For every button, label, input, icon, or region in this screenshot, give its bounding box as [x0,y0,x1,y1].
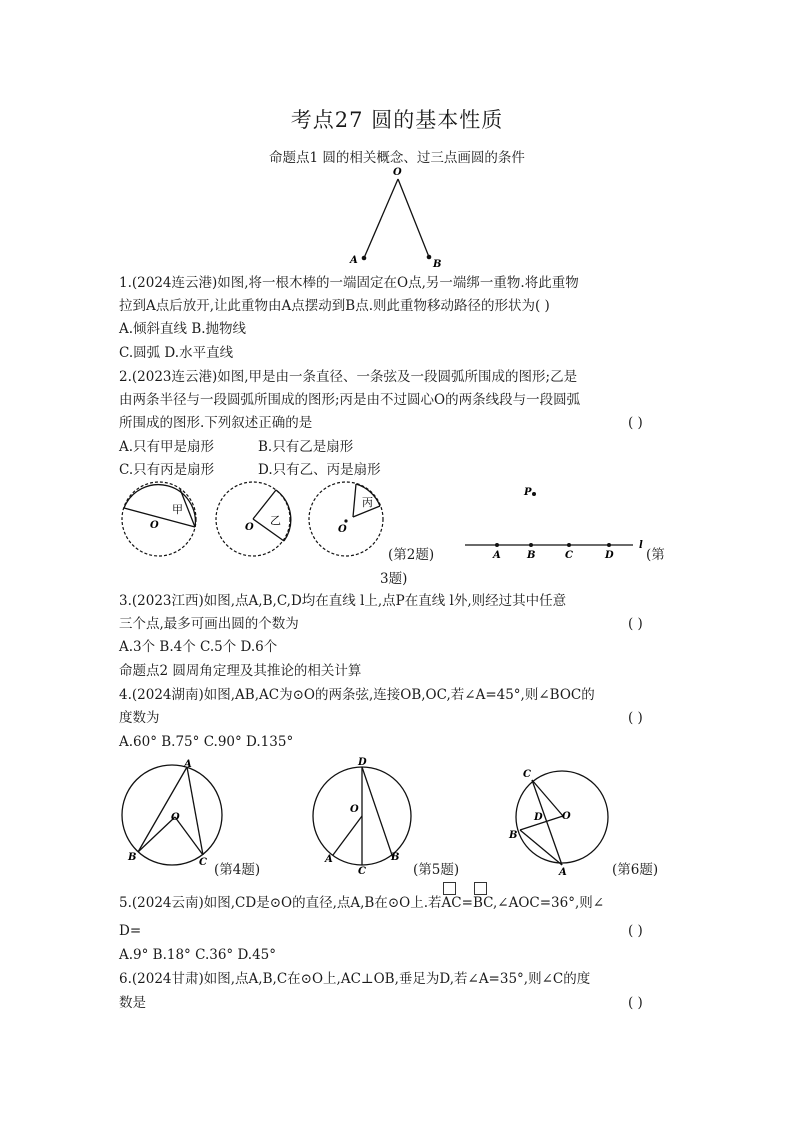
q1-label-o: O [393,167,402,178]
q5-label-b: B [391,852,400,863]
q5-arc-ac-label: AC [441,895,462,911]
q2-option-d: D.只有乙、丙是扇形 [258,462,381,478]
page-title: 考点27 圆的基本性质 [290,108,504,132]
q6-label-o: O [562,811,571,822]
q6-text-line1: 6.(2024甘肃)如图,点A,B,C在⊙O上,AC⊥OB,垂足为D,若∠A=35°,则∠C的度 [119,971,591,987]
q2-label-yi: 乙 [270,514,281,527]
q2-figure-caption: (第2题) [388,547,435,563]
q2-label-jia: 甲 [172,503,183,516]
q3-options: A.3个 B.4个 C.5个 D.6个 [119,639,278,655]
q5-options: A.9° B.18° C.36° D.45° [119,947,277,963]
q6-label-c: C [523,769,531,780]
q5-arc-bc [473,895,493,911]
q1-options-cd: C.圆弧 D.水平直线 [119,345,234,361]
q5-equals: = [461,895,473,911]
q3-text-line2: 三个点,最多可画出圆的个数为 [119,616,299,632]
q3-figure-caption-a: (第 [646,547,665,563]
q5-arc-bc-label: BC [472,895,493,911]
q2-label-o-yi: O [245,522,254,533]
q1-options-ab: A.倾斜直线 B.抛物线 [119,321,247,337]
q6-figure-caption: (第6题) [612,862,659,878]
q5-label-a: A [325,854,333,865]
q4-answer-paren: ( ) [628,710,643,726]
q3-label-p: P [524,487,532,498]
q5-arc-ac-mark [443,882,456,895]
q1-text-line2: 拉到A点后放开,让此重物由A点摆动到B点.则此重物移动路径的形状为( ) [119,298,550,314]
q5-arc-ac [442,895,462,911]
q6-figure [505,765,615,878]
q2-option-a: A.只有甲是扇形 [119,439,215,455]
q4-figure [118,760,228,870]
q5-arc-bc-mark [474,882,487,895]
q5-figure [310,757,420,877]
q3-label-c: C [565,550,573,561]
q2-label-o-jia: O [150,520,159,531]
q5-answer-paren: ( ) [628,923,643,939]
q4-text-line2: 度数为 [119,710,160,726]
q2-option-c: C.只有丙是扇形 [119,462,215,478]
section-heading-2: 命题点2 圆周角定理及其推论的相关计算 [119,663,362,679]
q5-label-c: C [358,866,366,877]
q4-label-a: A [184,759,192,770]
q1-figure [340,165,460,270]
q2-label-o-bing: O [338,524,347,535]
q5-text-line2: D= [119,923,142,939]
q5-text-line1 [119,894,604,912]
q2-option-b: B.只有乙是扇形 [258,439,354,455]
q3-label-d: D [605,550,614,561]
q4-label-b: B [128,852,137,863]
q3-label-l: l [639,540,643,551]
q6-label-a: A [559,867,567,878]
q4-label-c: C [199,857,207,868]
section-heading-1: 命题点1 圆的相关概念、过三点画圆的条件 [269,150,525,166]
q5-figure-caption: (第5题) [413,862,460,878]
q5-label-d: D [358,757,367,768]
q5-label-o: O [350,804,359,815]
q6-answer-paren: ( ) [628,995,643,1011]
q3-label-a: A [493,550,501,561]
q3-text-line1: 3.(2023江西)如图,点A,B,C,D均在直线 l上,点P在直线 l外,则经过其中任意 [119,593,567,609]
q6-label-b: B [509,830,518,841]
q4-figure-caption: (第4题) [214,862,261,878]
q1-label-a: A [350,255,358,266]
q2-figure-bing [307,480,387,560]
q3-figure-caption-b: 3题) [380,571,408,587]
q4-options: A.60° B.75° C.90° D.135° [119,734,294,750]
q2-label-bing: 丙 [362,496,373,509]
q3-figure [460,480,655,560]
q3-label-b: B [527,550,536,561]
q5-text-prefix: 5.(2024云南)如图,CD是⊙O的直径,点A,B在⊙O上.若 [119,895,442,911]
q1-label-b: B [433,259,442,270]
q3-answer-paren: ( ) [628,616,643,632]
q2-text-line2: 由两条半径与一段圆弧所围成的图形;丙是由不过圆心O的两条线段与一段圆弧 [119,392,581,408]
q4-label-o: O [171,812,180,823]
q6-label-d: D [534,812,543,823]
q2-text-line3: 所围成的图形.下列叙述正确的是 [119,415,313,431]
q1-text-line1: 1.(2024连云港)如图,将一根木棒的一端固定在O点,另一端绑一重物.将此重物 [119,275,579,291]
q2-answer-paren: ( ) [628,415,643,431]
q2-text-line1: 2.(2023连云港)如图,甲是由一条直径、一条弦及一段圆弧所围成的图形;乙是 [119,369,578,385]
q5-text-suffix: ,∠AOC=36°,则∠ [492,895,605,911]
q4-text-line1: 4.(2024湖南)如图,AB,AC为⊙O的两条弦,连接OB,OC,若∠A=45°,则∠BOC的 [119,687,595,703]
q2-figure-yi [214,480,294,560]
q6-text-line2: 数是 [119,995,146,1011]
q2-figure-jia [120,480,200,560]
